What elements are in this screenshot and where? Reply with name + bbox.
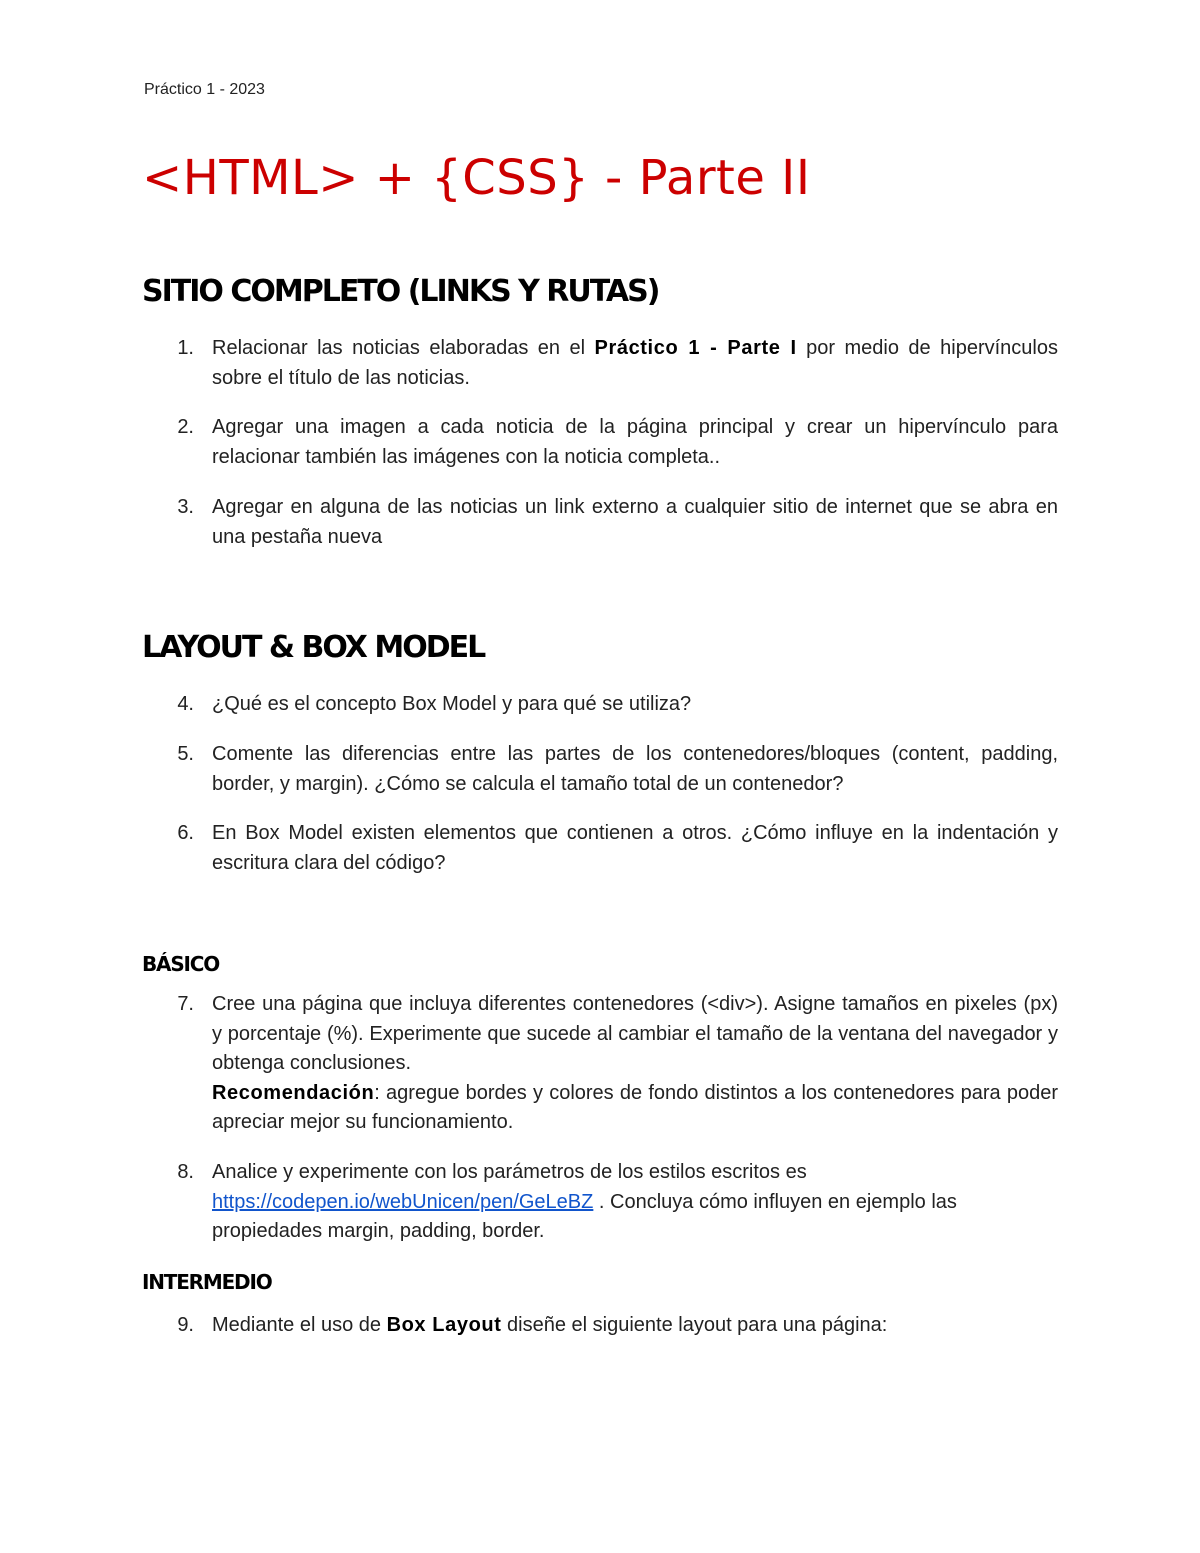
item-text: Comente las diferencias entre las partes de los contenedores/bloques (content, padding, border, y margin). ¿Cómo se calcula el tamaño total de un contenedor?	[212, 743, 1058, 795]
list-item-3	[172, 493, 1058, 552]
list-number: 1.	[177, 337, 194, 359]
list-item-5	[172, 740, 1058, 799]
item-bold-text: Práctico 1 - Parte I	[594, 337, 797, 359]
list-number: 3.	[177, 496, 194, 518]
list-item-6	[172, 819, 1058, 878]
list-number: 7.	[177, 993, 194, 1015]
item-text: Cree una página que incluya diferentes contenedores (<div>). Asigne tamaños en pixeles (px) y porcentaje (%). Experimente que sucede al cambiar el tamaño de la ventana del navegador y obtenga conclusiones.	[212, 993, 1058, 1074]
item-text: ¿Qué es el concepto Box Model y para qué se utiliza?	[212, 693, 692, 715]
codepen-link[interactable]: https://codepen.io/webUnicen/pen/GeLeBZ	[212, 1190, 594, 1213]
list-item-2	[172, 413, 1058, 472]
item-text: Agregar en alguna de las noticias un link externo a cualquier sitio de internet que se abra en una pestaña nueva	[212, 496, 1058, 548]
item-text: Agregar una imagen a cada noticia de la página principal y crear un hipervínculo para relacionar también las imágenes con la noticia completa..	[212, 416, 1058, 468]
list-number: 6.	[177, 822, 194, 844]
list-item-4	[172, 690, 1058, 720]
item-text: diseñe el siguiente layout para una página:	[501, 1314, 888, 1336]
section-heading-sitio: SITIO COMPLETO (LINKS Y RUTAS)	[142, 274, 659, 309]
list-item-9	[172, 1311, 1058, 1341]
section-heading-intermedio: INTERMEDIO	[142, 1270, 272, 1294]
section-heading-layout: LAYOUT & BOX MODEL	[142, 630, 485, 665]
list-number: 4.	[177, 693, 194, 715]
list-number: 5.	[177, 743, 194, 765]
list-number: 9.	[177, 1314, 194, 1336]
document-title: <HTML> + {CSS} - Parte II	[142, 150, 811, 206]
page-header: Práctico 1 - 2023	[144, 81, 265, 98]
item-text: Relacionar las noticias elaboradas en el	[212, 337, 595, 359]
list-item-8	[172, 1158, 1058, 1247]
item-bold-text: Box Layout	[386, 1314, 502, 1336]
item-text: . Concluya cómo influyen en ejemplo las propiedades margin, padding, border.	[212, 1190, 957, 1242]
item-text: Analice y experimente con los parámetros de los estilos escritos es	[212, 1161, 807, 1183]
item-text: Mediante el uso de	[212, 1314, 387, 1336]
item-text: En Box Model existen elementos que contienen a otros. ¿Cómo influye en la indentación y escritura clara del código?	[212, 822, 1058, 874]
list-item-7	[172, 990, 1058, 1138]
section-heading-basico: BÁSICO	[142, 952, 220, 976]
recommendation-label: Recomendación	[212, 1081, 375, 1104]
recommendation-text: : agregue bordes y colores de fondo distintos a los contenedores para poder apreciar mejor su funcionamiento.	[212, 1081, 1058, 1133]
list-number: 8.	[177, 1161, 194, 1183]
item-text: por medio de hipervínculos sobre el título de las noticias.	[212, 337, 1058, 389]
list-item-1	[172, 334, 1058, 393]
list-number: 2.	[177, 416, 194, 438]
